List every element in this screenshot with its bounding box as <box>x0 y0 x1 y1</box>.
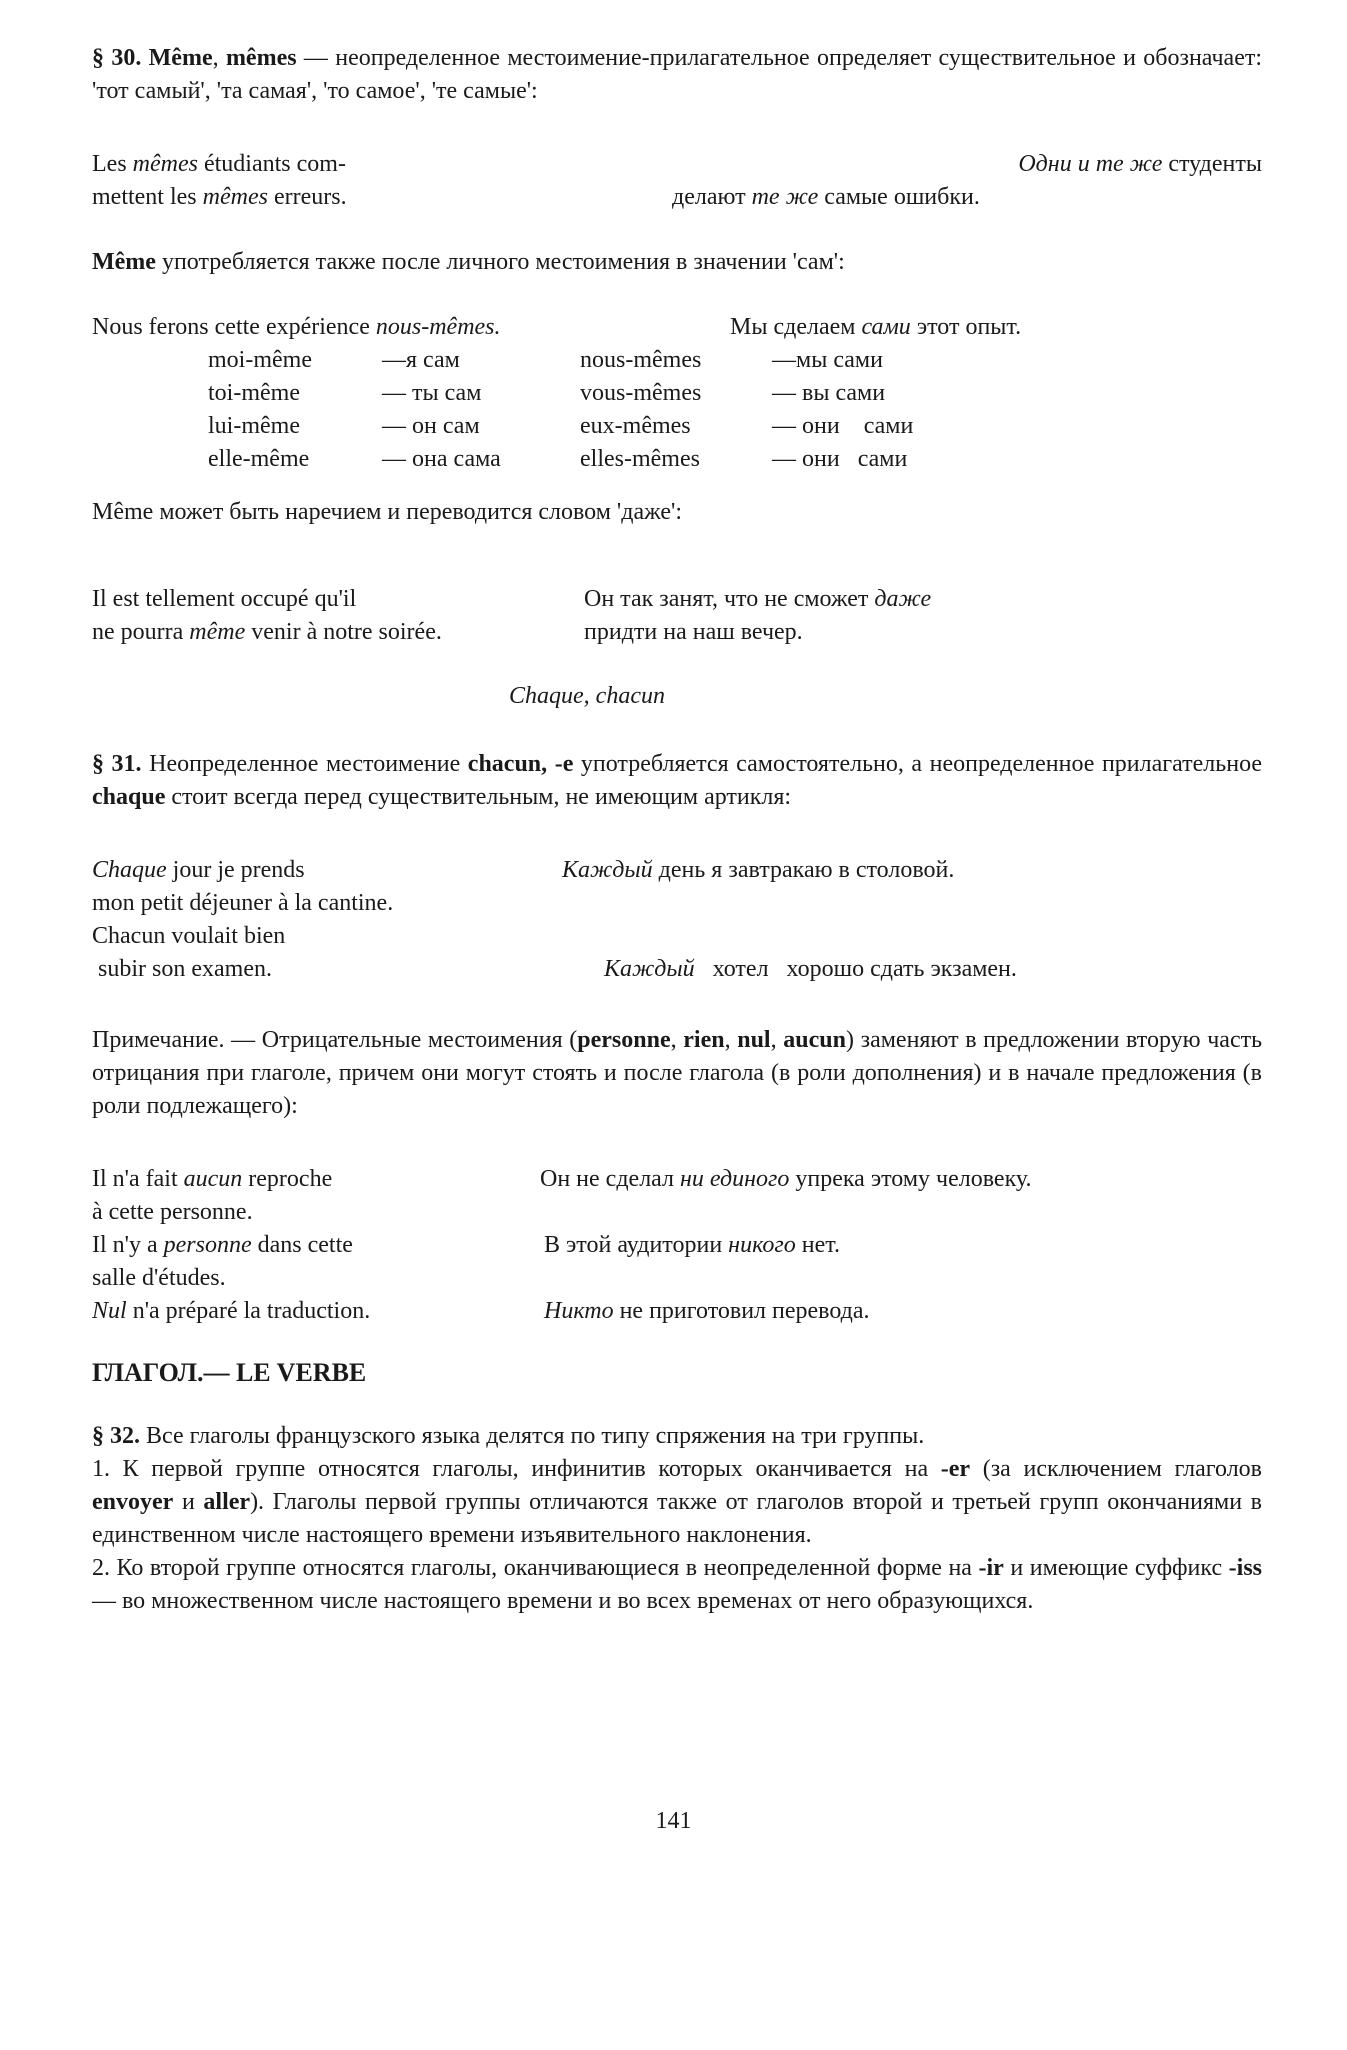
text: mettent les <box>92 184 203 210</box>
section-number: § 31. <box>92 751 142 777</box>
text: 2. Ко второй группе относятся глаголы, оканчивающиеся в неопределенной форме на <box>92 1555 979 1581</box>
term: -er <box>940 1456 971 1482</box>
term: -iss <box>1228 1555 1262 1581</box>
subheading-chaque: Chaque, chacun <box>509 683 665 709</box>
italic-word: personne <box>163 1232 252 1258</box>
italic-word: сами <box>861 314 911 340</box>
text: , <box>670 1027 684 1053</box>
example-ru <box>544 1295 870 1328</box>
text: jour je prends <box>166 857 305 883</box>
pronoun-fr: elle-même <box>208 446 310 472</box>
section-number: § 30. <box>92 45 142 71</box>
pronoun-fr: toi-même <box>208 380 300 406</box>
text: нет. <box>795 1232 840 1258</box>
example-7 <box>92 1229 1262 1295</box>
section-32-item-1 <box>92 1453 1262 1552</box>
pronoun-fr: nous-mêmes <box>580 347 702 373</box>
text: не приготовил перевода. <box>613 1298 870 1324</box>
example-ru <box>562 854 954 887</box>
example-ru <box>730 311 1021 344</box>
text: Он так занят, что не сможет <box>584 586 875 612</box>
text: , <box>724 1027 738 1053</box>
pronoun-ru: —я сам <box>382 347 460 373</box>
section-31 <box>92 748 1262 814</box>
term: envoyer <box>92 1489 174 1515</box>
text: Il est tellement occupé qu'il <box>92 586 357 612</box>
pronoun-ru: — вы сами <box>772 380 886 406</box>
term-meme: Même <box>92 249 156 275</box>
text: делают <box>672 184 752 210</box>
text: придти на наш вечер. <box>584 619 803 645</box>
text: хотел хорошо сдать экзамен. <box>694 956 1017 982</box>
text: ne pourra <box>92 619 190 645</box>
pronoun-table <box>92 344 1262 476</box>
text: самые ошибки. <box>818 184 980 210</box>
text: день я завтракаю в столовой. <box>652 857 955 883</box>
pronoun-ru: — они сами <box>772 446 908 472</box>
example-ru <box>540 1163 1032 1196</box>
verb-heading: ГЛАГОЛ.— LE VERBE <box>92 1358 367 1387</box>
pronoun-ru: — ты сам <box>382 380 482 406</box>
text: 1. К первой группе относятся глаголы, инфинитив которых оканчивается на <box>92 1456 941 1482</box>
example-ru <box>544 1229 840 1262</box>
pronoun-fr: vous-mêmes <box>580 380 702 406</box>
pronoun-fr: eux-mêmes <box>580 413 691 439</box>
text: студенты <box>1162 151 1262 177</box>
italic-word: nous-mêmes. <box>375 314 501 340</box>
pronoun-fr: lui-même <box>208 413 300 439</box>
text: étudiants com- <box>197 151 346 177</box>
term: -ir <box>978 1555 1004 1581</box>
text: erreurs. <box>267 184 347 210</box>
text: ). Глаголы первой группы отличаются также от глаголов второй и третьей групп окончаниями в единственном числе настоящего времени изъявительного наклонения. <box>92 1489 1263 1548</box>
example-fr <box>92 1163 592 1229</box>
text: venir à notre soirée. <box>245 619 442 645</box>
pronoun-ru: — он сам <box>382 413 480 439</box>
text: стоит всегда перед существительным, не имеющим артикля: <box>165 784 792 810</box>
italic-word: те же <box>751 184 819 210</box>
example-fr <box>92 148 592 214</box>
text: упрека этому человеку. <box>789 1166 1032 1192</box>
text: — во множественном числе настоящего времени и во всех временах от него образующихся. <box>92 1588 1034 1614</box>
example-ru <box>584 583 931 649</box>
note-paragraph <box>92 1024 1262 1123</box>
text: (за исключением глаголов <box>970 1456 1263 1482</box>
section-32-item-2 <box>92 1552 1262 1618</box>
text: dans cette <box>251 1232 353 1258</box>
example-ru <box>632 148 1262 214</box>
example-fr <box>92 1229 592 1295</box>
italic-word: Каждый <box>604 956 695 982</box>
term: personne <box>577 1027 671 1053</box>
italic-word: même <box>189 619 246 645</box>
text: Неопределенное местоимение <box>141 751 468 777</box>
text: В этой аудитории <box>544 1232 729 1258</box>
example-ru <box>568 920 1017 1019</box>
example-fr <box>92 854 592 920</box>
text: Il n'a fait <box>92 1166 184 1192</box>
page-content <box>92 42 1262 1618</box>
pronoun-fr: moi-même <box>208 347 312 373</box>
italic-word: Chaque <box>92 857 167 883</box>
text: Он не сделал <box>540 1166 681 1192</box>
text: mon petit déjeuner à la cantine. <box>92 890 394 916</box>
example-2 <box>92 311 1262 344</box>
example-6 <box>92 1163 1262 1229</box>
text: salle d'études. <box>92 1265 226 1291</box>
italic-word: Nul <box>92 1298 127 1324</box>
term-memes: mêmes <box>225 45 297 71</box>
pronoun-fr: elles-mêmes <box>580 446 700 472</box>
pronoun-ru: — она сама <box>382 446 501 472</box>
pronoun-ru: — они сами <box>772 413 914 439</box>
text: Chacun voulait bien <box>92 923 286 949</box>
example-3 <box>92 583 1262 649</box>
text: Мы сделаем <box>730 314 862 340</box>
section-32 <box>92 1420 1262 1453</box>
italic-word: aucun <box>183 1166 243 1192</box>
example-4 <box>92 854 1262 920</box>
text: Все глаголы французского языка делятся по типу спряжения на три группы. <box>140 1423 925 1449</box>
example-1 <box>92 148 1262 214</box>
text: и <box>173 1489 204 1515</box>
example-5 <box>92 920 1262 986</box>
term: nul <box>737 1027 771 1053</box>
text: употребляется самостоятельно, а неопределенное прилагательное <box>573 751 1263 777</box>
text: reproche <box>242 1166 333 1192</box>
section-30: § 30. Même, mêmes — неопределенное местоимение-прилагательное определяет существительное и обозначает: 'тот самый', 'та самая', 'то самое', 'те самые': <box>92 45 1263 104</box>
term: aucun <box>783 1027 846 1053</box>
text: Les <box>92 151 133 177</box>
text: Примечание. — Отрицательные местоимения ( <box>92 1027 578 1053</box>
meme-pronoun-rule <box>92 246 1262 279</box>
text: ) заменяют в предложении вторую часть отрицания при глаголе, причем они могут стоять и после глагола (в роли дополнения) и в начале предложения (в роли подлежащего): <box>92 1027 1263 1119</box>
section-number: § 32. <box>92 1423 140 1449</box>
example-fr <box>92 311 652 344</box>
italic-word: даже <box>874 586 932 612</box>
pronoun-ru: —мы сами <box>772 347 883 373</box>
text: subir son examen. <box>92 956 272 982</box>
italic-word: Одни и те же <box>1018 151 1163 177</box>
italic-word: Каждый <box>562 857 653 883</box>
text: , <box>770 1027 784 1053</box>
example-fr <box>92 1295 592 1328</box>
ru-line-1 <box>632 148 1262 181</box>
term-chacun: chacun, -e <box>467 751 574 777</box>
text: Nous ferons cette expérience <box>92 314 376 340</box>
ru-line-2 <box>632 181 1262 214</box>
text: Il n'y a <box>92 1232 164 1258</box>
italic-word: mêmes <box>202 184 268 210</box>
term-chaque: chaque <box>92 784 166 810</box>
term-meme: Même <box>148 45 213 71</box>
italic-word: никого <box>728 1232 796 1258</box>
meme-adverb-rule: Même может быть наречием и переводится словом 'даже': <box>92 499 683 525</box>
italic-word: Никто <box>544 1298 614 1324</box>
example-8 <box>92 1295 1262 1328</box>
text: и имеющие суффикс <box>1003 1555 1229 1581</box>
page-number: 141 <box>655 1808 692 1834</box>
text: этот опыт. <box>910 314 1022 340</box>
term: rien <box>683 1027 725 1053</box>
example-fr <box>92 920 592 986</box>
italic-word: ни единого <box>680 1166 790 1192</box>
italic-word: mêmes <box>132 151 198 177</box>
section-text: — неопределенное местоимение-прилагательное определяет существительное и обозначает: 'тот самый', 'та самая', 'то самое', 'те самые': <box>92 45 1263 104</box>
term: aller <box>203 1489 251 1515</box>
text: употребляется также после личного местоимения в значении 'сам': <box>155 249 845 275</box>
text: n'a préparé la traduction. <box>126 1298 371 1324</box>
text: à cette personne. <box>92 1199 253 1225</box>
example-fr <box>92 583 592 649</box>
